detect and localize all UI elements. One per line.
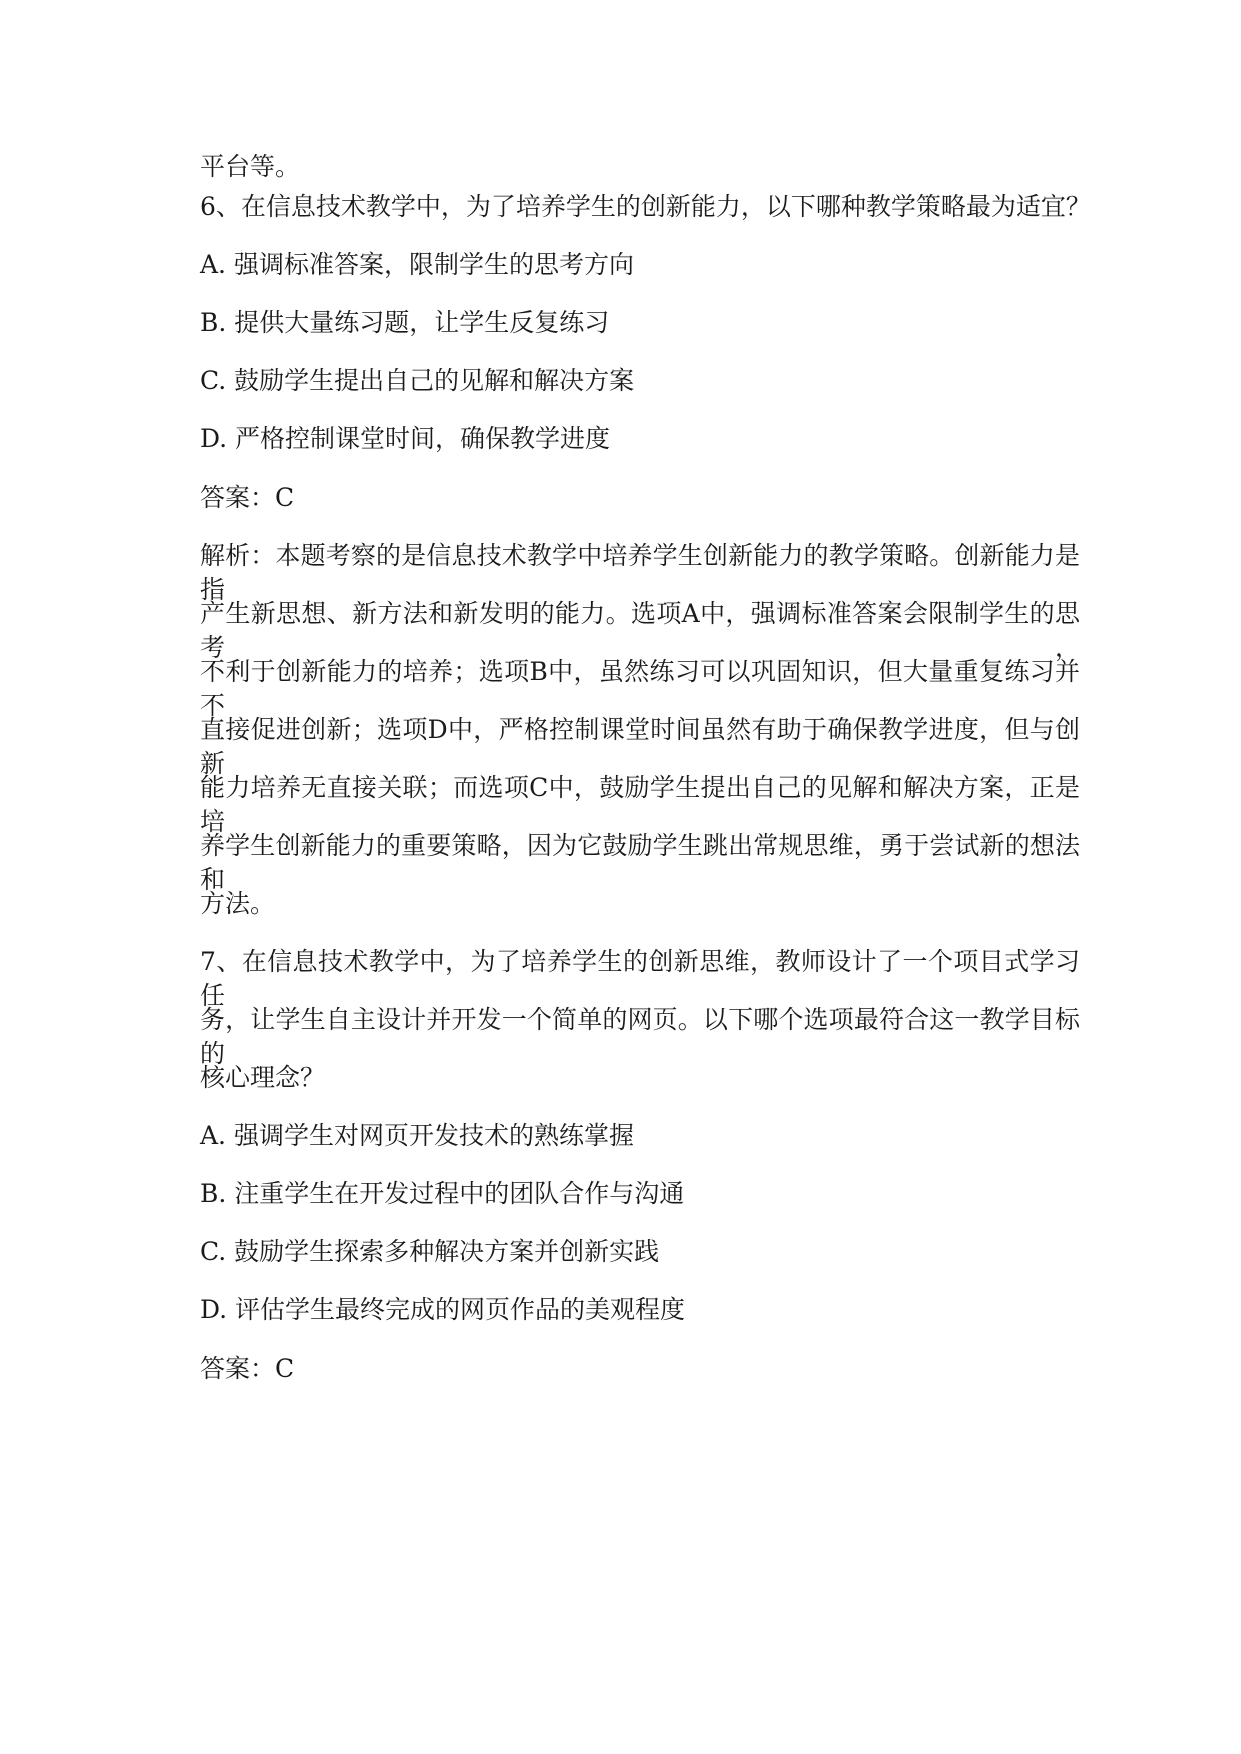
q6-analysis-line: 不利于创新能力的培养；选项B中，虽然练习可以巩固知识，但大量重复练习并不: [200, 657, 1080, 720]
question-7-line: 7、在信息技术教学中，为了培养学生的创新思维，教师设计了一个项目式学习任: [200, 947, 1080, 1010]
q6-analysis-line: 能力培养无直接关联；而选项C中，鼓励学生提出自己的见解和解决方案，正是培: [200, 773, 1080, 836]
question-7-line: 核心理念？: [200, 1063, 326, 1092]
q6-analysis-line: 直接促进创新；选项D中，严格控制课堂时间虽然有助于确保教学进度，但与创新: [200, 715, 1080, 778]
continuation-text: 平台等。: [200, 152, 301, 181]
q7-option-d: D. 评估学生最终完成的网页作品的美观程度: [200, 1295, 686, 1324]
q6-answer: 答案：C: [200, 483, 295, 512]
q6-analysis-line: 方法。: [200, 889, 276, 918]
q6-option-b: B. 提供大量练习题，让学生反复练习: [200, 308, 610, 337]
q7-option-b: B. 注重学生在开发过程中的团队合作与沟通: [200, 1179, 685, 1208]
q6-analysis-line: 养学生创新能力的重要策略，因为它鼓励学生跳出常规思维，勇于尝试新的想法和: [200, 831, 1080, 894]
q6-analysis-line: 产生新思想、新方法和新发明的能力。选项A中，强调标准答案会限制学生的思考，: [200, 599, 1080, 662]
q6-option-d: D. 严格控制课堂时间，确保教学进度: [200, 424, 611, 453]
q7-option-c: C. 鼓励学生探索多种解决方案并创新实践: [200, 1237, 660, 1266]
q7-answer: 答案：C: [200, 1354, 295, 1383]
q6-option-c: C. 鼓励学生提出自己的见解和解决方案: [200, 366, 635, 395]
q6-option-a: A. 强调标准答案，限制学生的思考方向: [200, 250, 634, 279]
q6-analysis-line: 解析：本题考察的是信息技术教学中培养学生创新能力的教学策略。创新能力是指: [200, 541, 1080, 604]
question-7-line: 务，让学生自主设计并开发一个简单的网页。以下哪个选项最符合这一教学目标的: [200, 1005, 1080, 1068]
question-6: 6、在信息技术教学中，为了培养学生的创新能力，以下哪种教学策略最为适宜？: [200, 192, 1091, 221]
q7-option-a: A. 强调学生对网页开发技术的熟练掌握: [200, 1121, 634, 1150]
